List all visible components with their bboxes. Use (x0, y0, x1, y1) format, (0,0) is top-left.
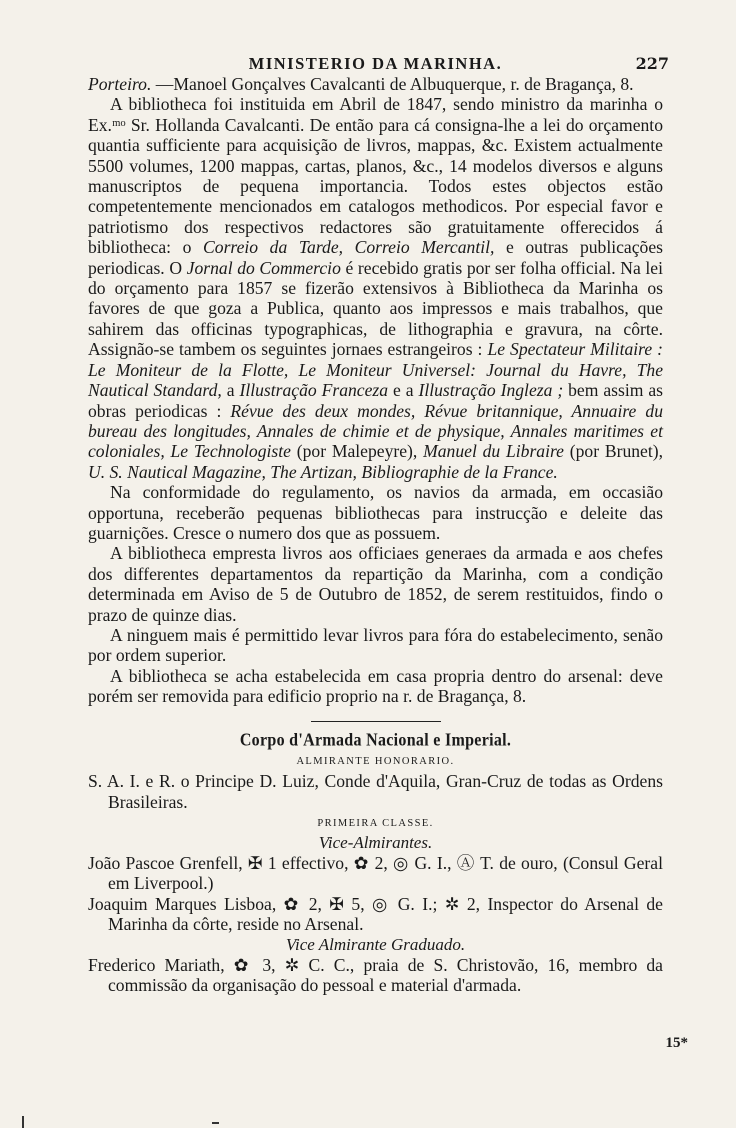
library-ital-3: Le Spectateur Militaire : Le Moniteur de la Flotte, Le Moniteur Universel: Journal du Havre, The Nautical Standard, (88, 339, 663, 401)
mariath-entry: Frederico Mariath, ✿ 3, ✲ C. C., praia de S. Christovão, 16, membro da commissão da organisação do pessoal e material d'armada. (88, 954, 663, 995)
library-ital-2: Jornal do Commercio (186, 257, 341, 278)
section-divider (311, 721, 441, 723)
emprestimo-paragraph: A bibliotheca empresta livros aos officiaes generaes da armada e aos chefes dos differentes departamentos da repartição da Marinha, com a condição determinada em Aviso de 5 de Outubro de 1852, de serem restituidos, findo o prazo de quinze dias. (88, 543, 663, 625)
book-page (88, 48, 669, 995)
library-ital-4: Illustração Franceza (239, 380, 389, 401)
ink-speck (22, 1116, 24, 1128)
localizacao-paragraph: A bibliotheca se acha estabelecida em casa propria dentro do arsenal: deve porém ser removida para edificio proprio na r. de Bragança, 8. (88, 665, 663, 707)
library-ital-5: Illustração Ingleza ; (418, 380, 564, 401)
library-text-1: A bibliotheca foi instituida em Abril de 1847, sendo ministro da marinha o Ex.ᵐᵒ Sr. Hollanda Cavalcanti. De então para cá consigna-lhe a lei do orçamento quantia sufficiente para acquisição de livros, mappas, &c. Existem actualmente 5500 volumes, 1200 mappas, cartas, planos, &c., 14 modelos diversos e alguns manuscriptos de pequena importancia. Todos estes objectos estão competentemente mencionados em catalogos methodicos. Por especial favor e patriotismo dos respectivos redactores são gratuitamente offerecidos á bibliotheca: o (88, 94, 663, 258)
vice-almirantes-heading: Vice-Almirantes. (318, 832, 433, 852)
ink-speck (212, 1122, 219, 1124)
library-text-7: (por Malepeyre), (290, 441, 424, 462)
library-ital-6: Révue des deux mondes, Révue britannique, Annuaire du bureau des longitudes, Annales de chimie et de physique, Annales maritimes et coloniales, Le Technologiste (88, 400, 663, 462)
porteiro-label: Porteiro. (88, 74, 152, 94)
grenfell-entry: João Pascoe Grenfell, ✠ 1 effectivo, ✿ 2, ◎ G. I., Ⓐ T. de ouro, (Consul Geral em Liverpool.) (88, 852, 663, 894)
library-text-4: a (221, 380, 240, 401)
signature-mark: 15* (665, 1035, 688, 1051)
vice-graduado-heading: Vice Almirante Graduado. (285, 934, 466, 954)
library-paragraph (88, 94, 663, 482)
page-title: MINISTERIO DA MARINHA. (248, 54, 503, 73)
page-number: 227 (635, 54, 669, 73)
corpo-title: Corpo d'Armada Nacional e Imperial. (239, 731, 512, 751)
regulamento-paragraph: Na conformidade do regulamento, os navios da armada, em occasião opportuna, receberão pequenas bibliothecas para instrucção e deleite das guarnições. Cresce o numero dos que as possuem. (88, 482, 663, 543)
library-ital-7: Manuel du Libraire (423, 441, 564, 462)
primeira-classe-heading: PRIMEIRA CLASSE. (317, 817, 434, 829)
porteiro-text: —Manoel Gonçalves Cavalcanti de Albuquerque, r. de Bragança, 8. (151, 74, 634, 94)
library-ital-8: U. S. Nautical Magazine, The Artizan, Bibliographie de la France. (88, 461, 558, 482)
ninguem-paragraph: A ninguem mais é permittido levar livros para fóra do estabelecimento, senão por ordem superior. (88, 624, 663, 666)
almirante-honorario-heading: ALMIRANTE HONORARIO. (296, 756, 455, 768)
library-text-5: e a (388, 380, 419, 401)
library-text-2: e outras publicações periodicas. O (88, 237, 663, 278)
porteiro-paragraph (88, 74, 663, 94)
running-head (88, 48, 669, 74)
library-text-3: é recebido gratis por ser folha official. Na lei do orçamento para 1857 se fizerão extensivos à Bibliotheca da Marinha os favores de que goza a Publica, quanto aos impressos e mais trabalhos, que sahirem das officinas typographicas, de lithographia e gravura, na côrte. Assignão-se tambem os seguintes jornaes estrangeiros : (88, 257, 664, 360)
lisboa-entry: Joaquim Marques Lisboa, ✿ 2, ✠ 5, ◎ G. I.; ✲ 2, Inspector do Arsenal de Marinha da côrte, reside no Arsenal. (88, 893, 663, 935)
library-ital-1: Correio da Tarde, Correio Mercantil, (203, 237, 495, 258)
principe-entry: S. A. I. e R. o Principe D. Luiz, Conde d'Aquila, Gran-Cruz de todas as Ordens Brasileiras. (88, 771, 663, 812)
library-text-6: bem assim as obras periodicas : (88, 380, 664, 421)
library-text-8: (por Brunet), (564, 441, 664, 462)
